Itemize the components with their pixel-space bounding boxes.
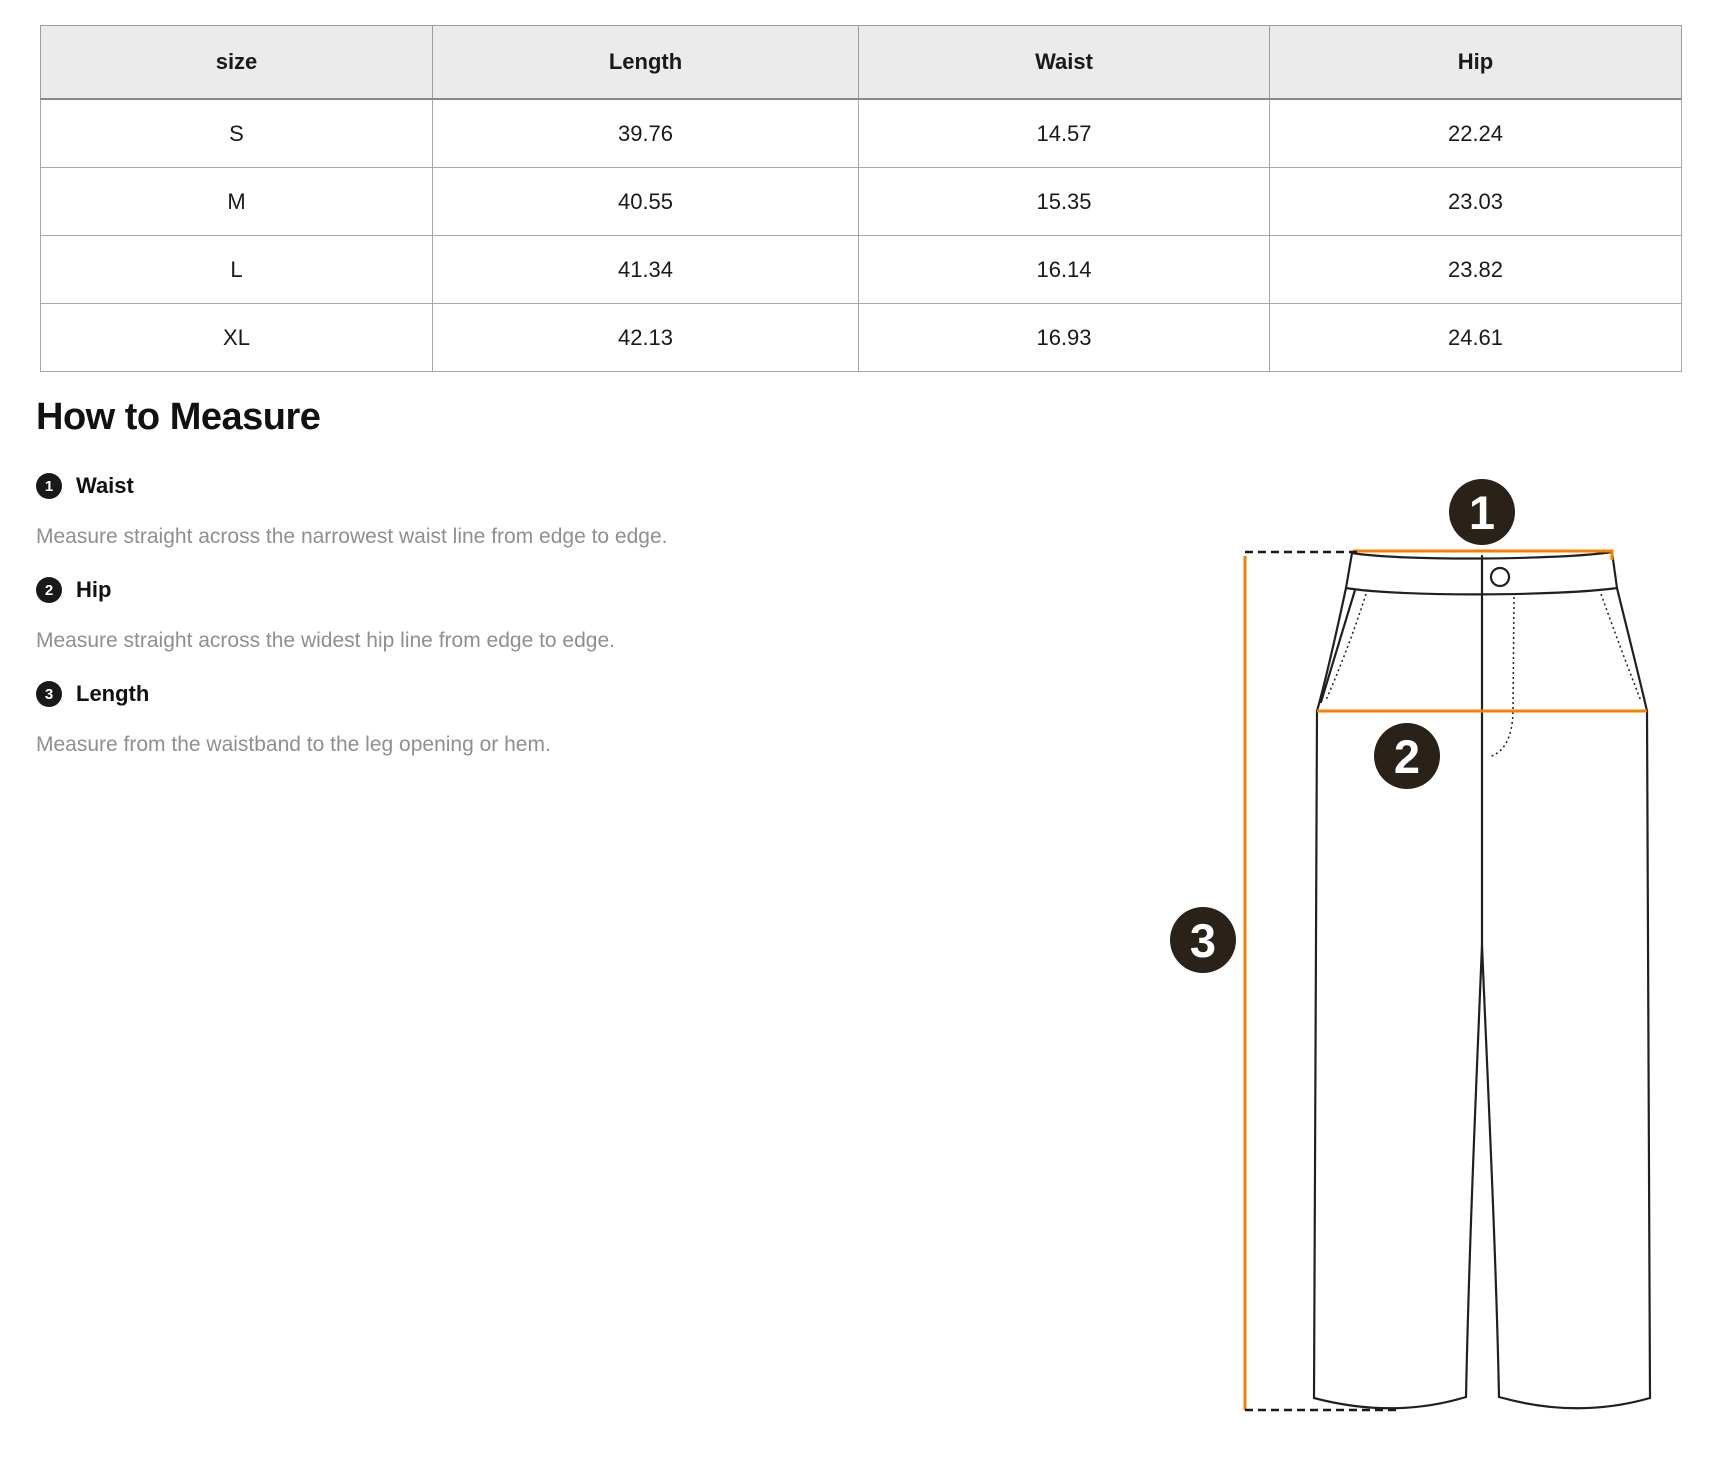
table-row <box>41 168 1682 236</box>
step-3-label: Length <box>76 681 150 706</box>
step-1-label: Waist <box>76 473 134 498</box>
step-2-label: Hip <box>76 577 112 602</box>
table-row <box>41 236 1682 304</box>
cell-size: S <box>41 99 433 168</box>
cell-waist: 15.35 <box>859 168 1270 236</box>
svg-text:3: 3 <box>1189 914 1217 967</box>
left-pocket-line <box>1321 590 1355 702</box>
cell-waist: 14.57 <box>859 99 1270 168</box>
step-2-description: Measure straight across the widest hip line from edge to edge. <box>36 629 615 652</box>
measure-instructions <box>36 472 896 784</box>
step-3-badge: 3 <box>36 681 62 707</box>
cell-length: 42.13 <box>433 304 859 372</box>
marker-3-badge <box>1170 907 1236 973</box>
svg-text:2: 2 <box>1393 730 1421 783</box>
cell-hip: 22.24 <box>1270 99 1682 168</box>
table-row <box>41 99 1682 168</box>
marker-1-badge <box>1449 479 1515 545</box>
column-header-length: Length <box>433 26 859 100</box>
table-header-row <box>41 26 1682 100</box>
cell-length: 40.55 <box>433 168 859 236</box>
cell-hip: 23.82 <box>1270 236 1682 304</box>
measure-item-length <box>36 680 896 757</box>
svg-text:1: 1 <box>1468 486 1496 539</box>
column-header-size: size <box>41 26 433 100</box>
waistband-button <box>1491 568 1509 586</box>
step-1-badge: 1 <box>36 473 62 499</box>
pants-outline <box>1314 552 1650 1408</box>
measure-item-hip <box>36 576 896 653</box>
marker-2-badge <box>1374 723 1440 789</box>
cell-size: XL <box>41 304 433 372</box>
step-1-description: Measure straight across the narrowest waist line from edge to edge. <box>36 525 668 548</box>
cell-size: M <box>41 168 433 236</box>
cell-length: 41.34 <box>433 236 859 304</box>
cell-hip: 23.03 <box>1270 168 1682 236</box>
cell-hip: 24.61 <box>1270 304 1682 372</box>
cell-size: L <box>41 236 433 304</box>
pants-measurement-diagram <box>1080 430 1720 1459</box>
right-pocket-stitch <box>1601 594 1641 701</box>
measure-item-waist <box>36 472 896 549</box>
step-2-badge: 2 <box>36 577 62 603</box>
cell-waist: 16.93 <box>859 304 1270 372</box>
size-chart-table <box>40 25 1682 372</box>
table-row <box>41 304 1682 372</box>
column-header-waist: Waist <box>859 26 1270 100</box>
column-header-hip: Hip <box>1270 26 1682 100</box>
how-to-measure-title: How to Measure <box>36 396 321 438</box>
cell-waist: 16.14 <box>859 236 1270 304</box>
fly-stitch <box>1489 597 1514 757</box>
step-3-description: Measure from the waistband to the leg opening or hem. <box>36 733 551 756</box>
cell-length: 39.76 <box>433 99 859 168</box>
